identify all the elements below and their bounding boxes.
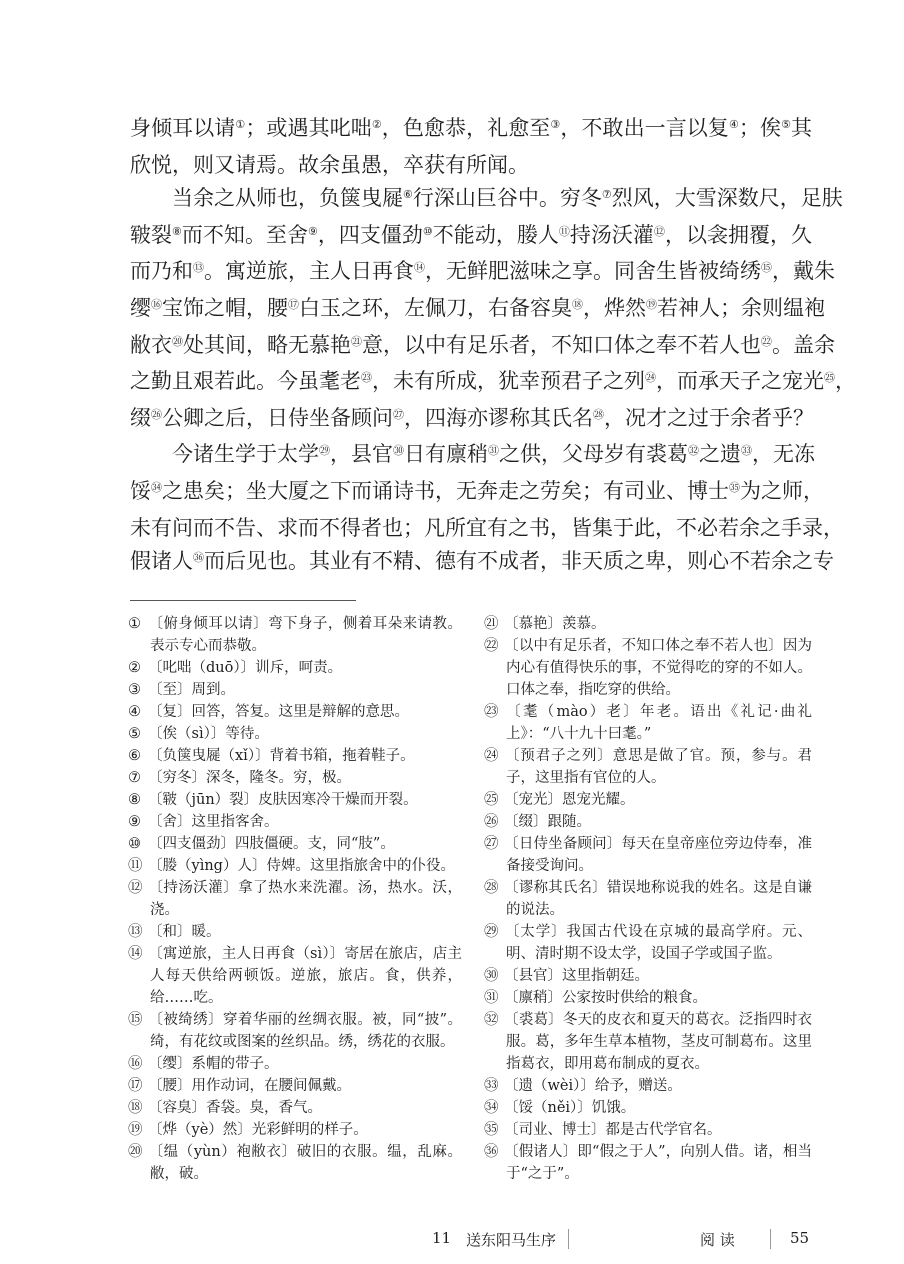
footnote [128, 1097, 462, 1119]
footnote-term: 〔馁（něi）〕 [504, 1099, 592, 1116]
footnote [484, 987, 812, 1009]
lesson-number: 11 [432, 1228, 452, 1247]
footnote-number: ⑤ [128, 725, 141, 742]
footnote-marker[interactable]: ㉒ [761, 334, 772, 348]
footnote-term: 〔太学〕 [504, 923, 567, 940]
footnote-term: 〔裘葛〕 [504, 1011, 563, 1028]
footnote-number: ㉔ [484, 747, 499, 764]
footnote [128, 767, 462, 789]
text-line [130, 182, 843, 219]
footnote-marker[interactable]: ⑯ [151, 297, 162, 311]
footnote-marker[interactable]: ③ [550, 118, 561, 131]
footnote [484, 965, 812, 987]
text-segment: ，四海亦谬称其氏名 [404, 405, 593, 430]
footnote-term: 〔穷冬〕 [148, 769, 206, 786]
footnote-number: ㉓ [484, 703, 499, 720]
text-segment: ，戴朱 [772, 259, 835, 284]
footnote [128, 789, 462, 811]
footnote-term: 〔寓逆旅，主人日再食（sì）〕 [148, 945, 345, 962]
footnote-marker[interactable]: ⑩ [422, 224, 433, 238]
footnote-term: 〔宠光〕 [504, 791, 562, 808]
footnote-term: 〔缨〕 [148, 1055, 192, 1072]
text-segment: 烈风，大雪深数尺，足肤 [611, 186, 843, 211]
footnote-text: 等待。 [225, 725, 269, 742]
footnote-term: 〔假诸人〕 [504, 1143, 578, 1160]
footnote-term: 〔以中有足乐者，不知口体之奉不若人也〕 [504, 637, 783, 654]
footnote-number: ⑪ [128, 857, 143, 874]
text-segment: ，无鲜肥滋味之享。同舍生皆被绮绣 [425, 259, 761, 284]
footnote-number: ㉞ [484, 1099, 499, 1116]
text-line [130, 402, 812, 439]
text-segment: 白玉之环，左佩刀，右备容臭 [299, 295, 572, 320]
footnote-text: 用作动词，在腰间佩戴。 [191, 1077, 351, 1094]
footnote-text: 这里指客舍。 [191, 813, 279, 830]
text-line [130, 112, 812, 149]
footnote-text: 给予，赠送。 [594, 1077, 682, 1094]
footnote-text: 冬天的皮衣和夏天的葛衣。泛指四时衣服。葛，多年生草本植物，茎皮可制葛布。这里指葛衣，即用葛布制成的夏衣。 [506, 1011, 813, 1072]
footnote-term: 〔媵（yìng）人〕 [148, 857, 267, 874]
footnote-text: 跟随。 [547, 813, 591, 830]
footnote-term: 〔持汤沃灌〕 [148, 879, 239, 896]
footnote [128, 811, 462, 833]
footnote-term: 〔县官〕 [504, 967, 562, 984]
footnote-marker[interactable]: ⑦ [601, 188, 612, 202]
footnote-term: 〔俯身倾耳以请〕 [148, 615, 269, 632]
footnotes-right-column [484, 613, 812, 1185]
footnote-marker[interactable]: ㉞ [151, 480, 162, 494]
footnote-text: 意思是做了官。预，参与。君子，这里指有官位的人。 [506, 747, 813, 786]
main-text [130, 112, 856, 582]
text-segment: 之患矣；坐大厦之下而诵诗书，无奔走之劳矣；有司业、博士 [162, 478, 729, 503]
footnote [484, 1009, 812, 1075]
footnote [484, 613, 812, 635]
footnote-number: ⑱ [128, 1099, 143, 1116]
footnote-number: ㉖ [484, 813, 499, 830]
footnote-number: ⑰ [128, 1077, 143, 1094]
footnotes [128, 613, 812, 1185]
text-segment: ，不敢出一言以复 [560, 116, 729, 140]
footnote-marker[interactable]: ④ [728, 118, 739, 131]
footnote [128, 613, 462, 657]
footnote-number: ㉒ [484, 637, 499, 654]
footnote-text: 每天在皇帝座位旁边侍奉，准备接受询问。 [506, 835, 812, 874]
footnote-number: ㉘ [484, 879, 499, 896]
footnote-marker[interactable]: ⑤ [781, 118, 792, 131]
footnote-term: 〔预君子之列〕 [504, 747, 613, 764]
page-number: 55 [790, 1228, 810, 1247]
footnote-term: 〔复〕 [148, 703, 192, 720]
footnote [484, 635, 812, 701]
footnote [128, 1053, 462, 1075]
footnote-text: 这里指朝廷。 [562, 967, 649, 984]
footnote-divider [130, 600, 356, 601]
footnote-number: ㉙ [484, 923, 499, 940]
text-line [130, 255, 835, 292]
footnote-marker[interactable]: ⑪ [558, 224, 570, 238]
footnote-marker[interactable]: ㉛ [488, 444, 499, 458]
footnote-marker[interactable]: ⑮ [761, 261, 772, 275]
footnote-marker[interactable]: ㉔ [645, 371, 656, 385]
text-segment: 敝衣 [130, 332, 172, 357]
footnote-marker[interactable]: ⑲ [646, 297, 657, 311]
footnotes-left-column [128, 613, 462, 1185]
text-segment: 若神人；余则缊袍 [657, 295, 825, 320]
footnote-text: 我国古代设在京城的最高学府。元、明、清时期不设太学，设国子学或国子监。 [506, 923, 812, 962]
text-segment: ，县官 [330, 442, 393, 467]
footnote-text: 侍婢。这里指旅舍中的仆役。 [266, 857, 455, 874]
footnote-number: ㉕ [484, 791, 499, 808]
footnote-marker[interactable]: ㉜ [688, 444, 699, 458]
footnote-term: 〔至〕 [148, 681, 192, 698]
footnote-term: 〔慕艳〕 [504, 615, 562, 632]
footnote [484, 877, 812, 921]
footnote [484, 1097, 812, 1119]
footnote [128, 723, 462, 745]
footnote-marker[interactable]: ⑫ [653, 224, 665, 238]
footnote-text: 恩宠光耀。 [562, 791, 635, 808]
text-segment: 为之师， [740, 478, 824, 503]
text-segment: 。寓逆旅，主人日再食 [204, 259, 414, 284]
footnote-number: ⑥ [128, 747, 141, 764]
footnote-number: ㉛ [484, 989, 499, 1006]
footnote-term: 〔叱咄（duō）〕 [148, 659, 256, 676]
footer-divider [568, 1229, 569, 1249]
footnote-number: ⑨ [128, 813, 141, 830]
text-segment: 意，以中有足乐者，不知口体之奉不若人也 [362, 332, 761, 357]
text-segment: 之遗 [699, 442, 741, 467]
text-segment: 未有问而不告、求而不得者也；凡所宜有之书，皆集于此，不必若余之手录， [130, 515, 844, 540]
footnote-marker[interactable]: ㉖ [151, 407, 162, 421]
footnote-number: ㉚ [484, 967, 499, 984]
text-segment: ，未有所成，犹幸预君子之列 [372, 369, 645, 394]
footnote [128, 1119, 462, 1141]
footnote-text: 系帽的带子。 [191, 1055, 279, 1072]
text-segment: 日有廪稍 [404, 442, 488, 467]
footnote [128, 855, 462, 877]
footnote-text: 四肢僵硬。支，同“肢”。 [235, 835, 395, 852]
text-line [130, 365, 856, 402]
footnote [484, 833, 812, 877]
footnote-text: 深冬，隆冬。穷，极。 [206, 769, 351, 786]
footnote-text: 暖。 [191, 923, 221, 940]
footnote-number: ⑯ [128, 1055, 143, 1072]
text-segment: ，色愈恭，礼愈至 [381, 116, 551, 140]
text-segment: ，四支僵劲 [317, 222, 423, 247]
footnote-term: 〔舍〕 [148, 813, 192, 830]
footnote-term: 〔皲（jūn）裂〕 [148, 791, 259, 808]
footnote-text: 光彩鲜明的样子。 [251, 1121, 368, 1138]
footnote-text: 即“假之于人”，向别人借。诸，相当于“之于”。 [506, 1143, 813, 1182]
text-segment: ，无冻 [752, 442, 815, 467]
footnote [128, 657, 462, 679]
footnote-marker[interactable]: ㉗ [393, 407, 404, 421]
text-segment: 不能动，媵人 [432, 222, 559, 247]
footnote-term: 〔谬称其氏名〕 [504, 879, 607, 896]
section-label: 阅 读 [700, 1230, 735, 1249]
footnote-number: ㉟ [484, 1121, 499, 1138]
text-segment: 当余之从师也，负箧曳屣 [172, 186, 403, 211]
footnote [128, 1009, 462, 1053]
text-segment: ，烨然 [583, 295, 646, 320]
footnote [484, 1119, 812, 1141]
footnote-text: 寄居在旅店，店主人每天供给两顿饭。逆旅，旅店。食，供养，给……吃。 [150, 945, 463, 1006]
footnote-text: 背着书箱，拖着鞋子。 [269, 747, 415, 764]
footnote-marker[interactable]: ㉚ [393, 444, 404, 458]
footer-divider [770, 1229, 771, 1249]
footnote-number: ㉜ [484, 1011, 499, 1028]
lesson-title: 送东阳马生序 [466, 1230, 557, 1249]
footnote-number: ⑭ [128, 945, 143, 962]
footnote-term: 〔烨（yè）然〕 [148, 1121, 252, 1138]
footnote [128, 1141, 462, 1185]
text-segment: 馁 [130, 478, 151, 503]
footnote-number: ⑦ [128, 769, 141, 786]
footnote [128, 877, 462, 921]
footnote-number: ㉑ [484, 615, 499, 632]
footnote-term: 〔耄（mào）老〕 [504, 703, 641, 720]
footnote-text: 皮肤因寒冷干燥而开裂。 [258, 791, 418, 808]
footnote [128, 943, 462, 1009]
footnote-marker[interactable]: ⑬ [193, 261, 204, 275]
footnote-marker[interactable]: ⑰ [288, 297, 299, 311]
footnote-text: 破旧的衣服。缊，乱麻。敝，破。 [150, 1143, 462, 1182]
text-segment: ， [835, 369, 856, 394]
footnote-marker[interactable]: ㊱ [193, 551, 204, 565]
text-segment: 欣悦，则又请焉。故余虽愚，卒获有所闻。 [130, 152, 529, 177]
footnote-marker[interactable]: ① [235, 118, 246, 131]
footnote [128, 745, 462, 767]
text-line [130, 292, 825, 329]
footnote [484, 1141, 812, 1185]
text-segment: 而后见也。其业有不精、德有不成者，非天质之卑，则心不若余之专 [204, 549, 834, 574]
footnote-term: 〔遗（wèi）〕 [504, 1077, 595, 1094]
footnote-term: 〔缊（yùn）袍敝衣〕 [148, 1143, 297, 1160]
footnote-number: ② [128, 659, 141, 676]
footnote-number: ① [128, 615, 141, 632]
footnote-marker[interactable]: ⑳ [172, 334, 183, 348]
footnote [128, 1075, 462, 1097]
footnote-text: 因为内心有值得快乐的事，不觉得吃的穿的不如人。口体之奉，指吃穿的供给。 [506, 637, 813, 698]
text-segment: 今诸生学于太学 [172, 442, 319, 467]
text-line [130, 149, 812, 183]
footnote-marker[interactable]: ㉘ [593, 407, 604, 421]
footnote [128, 833, 462, 855]
footnote-text: 香袋。臭，香气。 [206, 1099, 322, 1116]
text-segment: 假诸人 [130, 549, 193, 574]
footnote [484, 745, 812, 789]
footnote [128, 701, 462, 723]
footnote-text: 饥饿。 [591, 1099, 636, 1116]
footnote-text: 周到。 [191, 681, 235, 698]
footnote-marker[interactable]: ㉑ [351, 334, 362, 348]
footnote-term: 〔负箧曳屣（xǐ）〕 [148, 747, 270, 764]
footnote-marker[interactable]: ⑭ [414, 261, 425, 275]
footnote-number: ⑲ [128, 1121, 143, 1138]
text-segment: ，以衾拥覆，久 [664, 222, 813, 247]
footnote-text: 都是古代学官名。 [605, 1121, 722, 1138]
text-segment: 皲裂 [130, 222, 173, 247]
footnote-text: 回答，答复。这里是辩解的意思。 [191, 703, 409, 720]
footnote-number: ⑩ [128, 835, 141, 852]
text-segment: ；或遇其叱咄 [245, 116, 372, 140]
footnote-text: 拿了热水来洗濯。汤，热水。沃，浇。 [150, 879, 463, 918]
footnote-term: 〔腰〕 [148, 1077, 192, 1094]
footnote-number: ㊱ [484, 1143, 499, 1160]
footnote-number: ⑳ [128, 1143, 143, 1160]
text-segment: 公卿之后，日侍坐备顾问 [162, 405, 393, 430]
footnote [128, 679, 462, 701]
footnote [484, 701, 812, 745]
footnote [484, 789, 812, 811]
text-segment: 之供，父母岁有裘葛 [499, 442, 688, 467]
page-footer [0, 1225, 904, 1255]
text-line [130, 475, 824, 512]
footnote-marker[interactable]: ㉕ [824, 371, 835, 385]
footnote-marker[interactable]: ⑨ [307, 224, 318, 238]
footnote-number: ⑬ [128, 923, 143, 940]
footnote-marker[interactable]: ㉙ [319, 444, 330, 458]
footnote-marker[interactable]: ⑥ [403, 188, 413, 202]
footnote-text: 公家按时供给的粮食。 [562, 989, 707, 1006]
text-segment: 行深山巨谷中。穷冬 [412, 186, 602, 211]
footnote-marker[interactable]: ㉓ [361, 371, 372, 385]
text-line [130, 545, 834, 582]
footnote-number: ③ [128, 681, 141, 698]
text-segment: 缨 [130, 295, 151, 320]
text-segment: 其 [791, 116, 813, 140]
footnote [484, 921, 812, 965]
text-segment: 缀 [130, 405, 151, 430]
text-segment: ，而承天子之宠光 [656, 369, 824, 394]
footnote-number: ⑧ [128, 791, 141, 808]
footnote [484, 811, 812, 833]
text-segment: 处其间，略无慕艳 [183, 332, 351, 357]
footnote-text: 年老。语出《礼记·曲礼上》：“八十九十曰耄。” [506, 703, 813, 742]
footnote-text: 错误地称说我的姓名。这是自谦的说法。 [506, 879, 813, 918]
footnote-text: 穿着华丽的丝绸衣服。被，同“披”。绮，有花纹或图案的丝织品。绣，绣花的衣服。 [150, 1011, 463, 1050]
footnote-term: 〔俟（sì）〕 [148, 725, 226, 742]
footnote-marker[interactable]: ㉝ [741, 444, 752, 458]
footnote-marker[interactable]: ② [371, 118, 382, 131]
footnote [128, 921, 462, 943]
footnote-term: 〔被绮绣〕 [148, 1011, 224, 1028]
footnote-number: ④ [128, 703, 141, 720]
footnote-term: 〔容臭〕 [148, 1099, 206, 1116]
footnote-text: 羡慕。 [562, 615, 606, 632]
footnote-marker[interactable]: ⑱ [572, 297, 583, 311]
text-segment: 而乃和 [130, 259, 193, 284]
footnote-number: ⑫ [128, 879, 143, 896]
footnote-number: ⑮ [128, 1011, 143, 1028]
footnote-term: 〔缀〕 [504, 813, 548, 830]
text-segment: 而不知。至舍 [181, 222, 308, 247]
footnote-marker[interactable]: ⑧ [172, 224, 182, 238]
footnote-text: 训斥，呵责。 [255, 659, 343, 676]
footnote-term: 〔廪稍〕 [504, 989, 562, 1006]
footnote-marker[interactable]: ㉟ [729, 480, 740, 494]
text-segment: 身倾耳以请 [130, 116, 236, 140]
text-segment: 持汤沃灌 [569, 222, 654, 247]
footnote-term: 〔四支僵劲〕 [148, 835, 235, 852]
text-segment: ；俟 [738, 116, 782, 140]
footnote-number: ㉗ [484, 835, 499, 852]
text-line [130, 438, 815, 475]
text-segment: 之勤且艰若此。今虽耄老 [130, 369, 361, 394]
text-segment: 。盖余 [772, 332, 835, 357]
footnote-term: 〔日侍坐备顾问〕 [504, 835, 622, 852]
footnote [484, 1075, 812, 1097]
text-segment: 宝饰之帽，腰 [162, 295, 288, 320]
footnote-term: 〔和〕 [148, 923, 192, 940]
footnote-term: 〔司业、博士〕 [504, 1121, 606, 1138]
text-line [130, 512, 844, 546]
footnote-text: 弯下身子，侧着耳朵来请教。表示专心而恭敬。 [150, 615, 463, 654]
footnote-number: ㉝ [484, 1077, 499, 1094]
text-line [130, 329, 835, 366]
text-line [130, 219, 812, 256]
text-segment: ，况才之过于余者乎？ [604, 405, 814, 430]
